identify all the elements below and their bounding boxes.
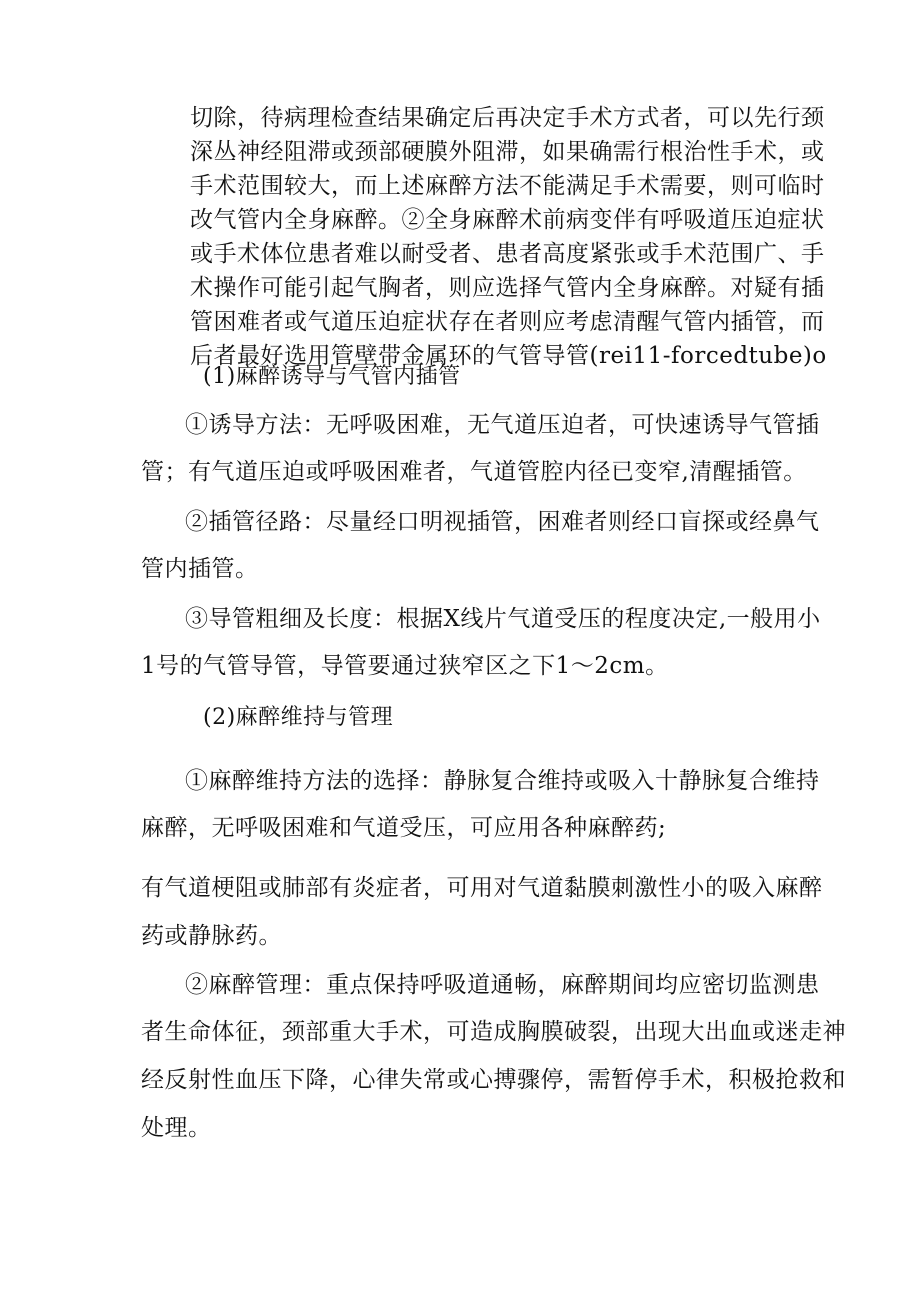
list-item-line: 管；有气道压迫或呼吸困难者，气道管腔内径已变窄,清醒插管。 [141, 459, 807, 485]
list-item-line: 处理。 [141, 1115, 212, 1141]
paragraph-line: 或手术体位患者难以耐受者、患者高度紧张或手术范围广、手 [190, 241, 825, 267]
list-item-line: ②插管径路：尽量经口明视插管，困难者则经口盲探或经鼻气 [185, 509, 820, 535]
paragraph-line: 管困难者或气道压迫症状存在者则应考虑清醒气管内插管，而 [190, 309, 825, 335]
paragraph-line: 后者最好选用管壁带金属环的气管导管(rei11-forcedtube)o [190, 343, 827, 369]
paragraph-line: 术操作可能引起气胸者，则应选择气管内全身麻醉。对疑有插 [190, 275, 825, 301]
section-heading: (2)麻醉维持与管理 [203, 705, 394, 730]
list-item-line: ①诱导方法：无呼吸困难，无气道压迫者，可快速诱导气管插 [185, 412, 820, 438]
list-item-line: 有气道梗阻或肺部有炎症者，可用对气道黏膜刺激性小的吸入麻醉 [141, 875, 823, 901]
list-item-line: ③导管粗细及长度：根据X线片气道受压的程度决定,一般用小 [185, 606, 821, 632]
list-item-line: 药或静脉药。 [141, 923, 282, 949]
list-item-line: 麻醉，无呼吸困难和气道受压，可应用各种麻醉药; [141, 815, 667, 841]
list-item-line: 1号的气管导管，导管要通过狭窄区之下1～2cm。 [141, 653, 669, 679]
paragraph-line: 切除，待病理检查结果确定后再决定手术方式者，可以先行颈 [190, 105, 825, 131]
list-item-line: ①麻醉维持方法的选择：静脉复合维持或吸入十静脉复合维持 [185, 768, 820, 794]
list-item-line: 者生命体征，颈部重大手术，可造成胸膜破裂，出现大出血或迷走神 [141, 1019, 846, 1045]
paragraph-line: 手术范围较大，而上述麻醉方法不能满足手术需要，则可临时 [190, 173, 825, 199]
list-item-line: 管内插管。 [141, 556, 259, 582]
list-item-line: 经反射性血压下降，心律失常或心搏骤停，需暂停手术，积极抢救和 [141, 1067, 846, 1093]
section-heading: (1)麻醉诱导与气管内插管 [203, 364, 461, 389]
paragraph-line: 深丛神经阻滞或颈部硬膜外阻滞，如果确需行根治性手术，或 [190, 139, 825, 165]
paragraph-line: 改气管内全身麻醉。②全身麻醉术前病变伴有呼吸道压迫症状 [190, 207, 825, 233]
list-item-line: ②麻醉管理：重点保持呼吸道通畅，麻醉期间均应密切监测患 [185, 972, 820, 998]
